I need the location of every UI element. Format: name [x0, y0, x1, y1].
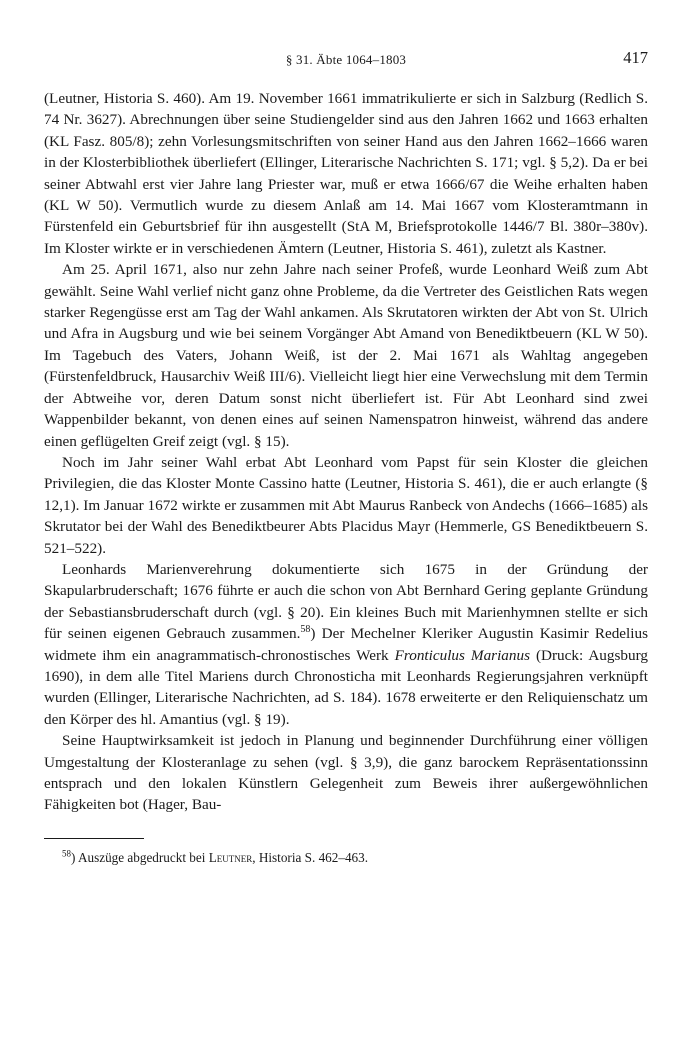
paragraph — [44, 88, 648, 259]
page-number: 417 — [623, 48, 648, 67]
paragraph-text: Leonhards Marienverehrung dokumentierte sich 1675 in der Gründung der Skapularbruderschaft; 1676 führte er auch die schon von Abt Bernhard Gering geplante Gründung der Sebastiansbruderschaft durch (vgl. § 20). Ein kleines Buch mit Marienhymnen stellte er sich für seinen eigenen Gebrauch zusammen. — [44, 560, 648, 643]
paragraph — [44, 730, 648, 816]
footnote-text-after: , Historia S. 462–463. — [252, 849, 369, 865]
running-title: § 31. Äbte 1064–1803 — [285, 52, 407, 67]
paragraph-text: Noch im Jahr seiner Wahl erbat Abt Leonhard vom Papst für sein Kloster die gleichen Privilegien, die das Kloster Monte Cassino hatte (Leutner, Historia S. 461), die er auch erlangte (§ 12,1). Im Januar 1672 wirkte er zusammen mit Abt Maurus Ranbeck von Andechs (1666–1685) als Skrutator bei der Wahl des Benediktbeurer Abts Placidus Mayr (Hemmerle, GS Benediktbeuern S. 521–522). — [44, 453, 648, 557]
book-page — [44, 50, 648, 867]
paragraph-text: (Druck: Augsburg 1690), in dem alle Titel Mariens durch Chronosticha mit Leonhards Regierungsjahren verknüpft wurden (Ellinger, Literarische Nachrichten, ad S. 184). 1678 erweiterte er den Reliquienschatz um den Körper des hl. Amantius (vgl. § 19). — [44, 646, 648, 728]
running-header — [44, 50, 648, 74]
paragraph-text: Seine Hauptwirksamkeit ist jedoch in Planung und beginnender Durchführung einer völligen Umgestaltung der Klosteranlage zu sehen (vgl. § 3,9), die ganz barockem Repräsentationssinn entsprach und den lokalen Künstlern Gelegenheit zum Beweis ihrer außergewöhnlichen Fähigkeiten bot (Hager, Bau- — [44, 732, 648, 814]
paragraph-text: (Leutner, Historia S. 460). Am 19. November 1661 immatrikulierte er sich in Salzburg (Redlich S. 74 Nr. 3627). Abrechnungen über seine Studiengelder sind aus den Jahren 1662 und 1663 erhalten (KL Fasz. 805/8); zehn Vorlesungsmitschriften von seiner Hand aus den Jahren 1662–1666 waren in der Klosterbibliothek überliefert (Ellinger, Literarische Nachrichten S. 171; vgl. § 5,2). Da er bei seiner Abtwahl erst vier Jahre lang Priester war, muß er etwa 1666/67 die Weihe erhalten haben (KL W 50). Vermutlich wurde zu diesem Anlaß am 14. Mai 1667 vom Klosteramtmann in Fürstenfeld ein Geburtsbrief für ihn ausgestellt (StA M, Briefsprotokolle 1446/7 Bl. 380r–380v). Im Kloster wirkte er in verschiedenen Ämtern (Leutner, Historia S. 461), zuletzt als Kastner. — [44, 90, 648, 257]
paragraph — [44, 452, 648, 559]
paragraph — [44, 559, 648, 730]
footnote-author: Leutner — [208, 849, 253, 865]
paragraph-text: Am 25. April 1671, also nur zehn Jahre nach seiner Profeß, wurde Leonhard Weiß zum Abt gewählt. Seine Wahl verlief nicht ganz ohne Probleme, da die Vertreter des Geistlichen Rats wegen starker Regengüsse erst am Tag der Wahl ankamen. Als Skrutatoren wirkten der Abt von St. Ulrich und Afra in Augsburg und wie bei seinem Vorgänger Abt Amand von Benediktbeuern (KL W 50). Im Tagebuch des Vaters, Johann Weiß, ist der 2. Mai 1671 als Wahltag angegeben (Fürstenfeldbruck, Hausarchiv Weiß III/6). Vielleicht liegt hier eine Verwechslung mit dem Termin der Abtweihe vor, deren Datum sonst nicht überliefert ist. Für Abt Leonhard sind zwei Wappenbilder bekannt, von denen eines auf seinen Namenspatron hinweist, während das andere einen geflügelten Greif zeigt (vgl. § 15). — [44, 261, 648, 450]
footnote-58 — [44, 849, 648, 867]
paragraph-text: ) Der Mechelner Kleriker Augustin Kasimir Redelius widmete ihm ein anagrammatisch-chronostisches Werk — [44, 625, 648, 664]
footnote-text-before: ) Auszüge abgedruckt bei — [71, 849, 209, 865]
body-text — [44, 88, 648, 816]
work-title: Fronticulus Marianus — [394, 646, 530, 664]
footnote-marker: 58 — [62, 848, 71, 859]
footnote-divider — [44, 838, 144, 839]
paragraph — [44, 259, 648, 452]
footnote-reference: 58 — [300, 624, 311, 636]
